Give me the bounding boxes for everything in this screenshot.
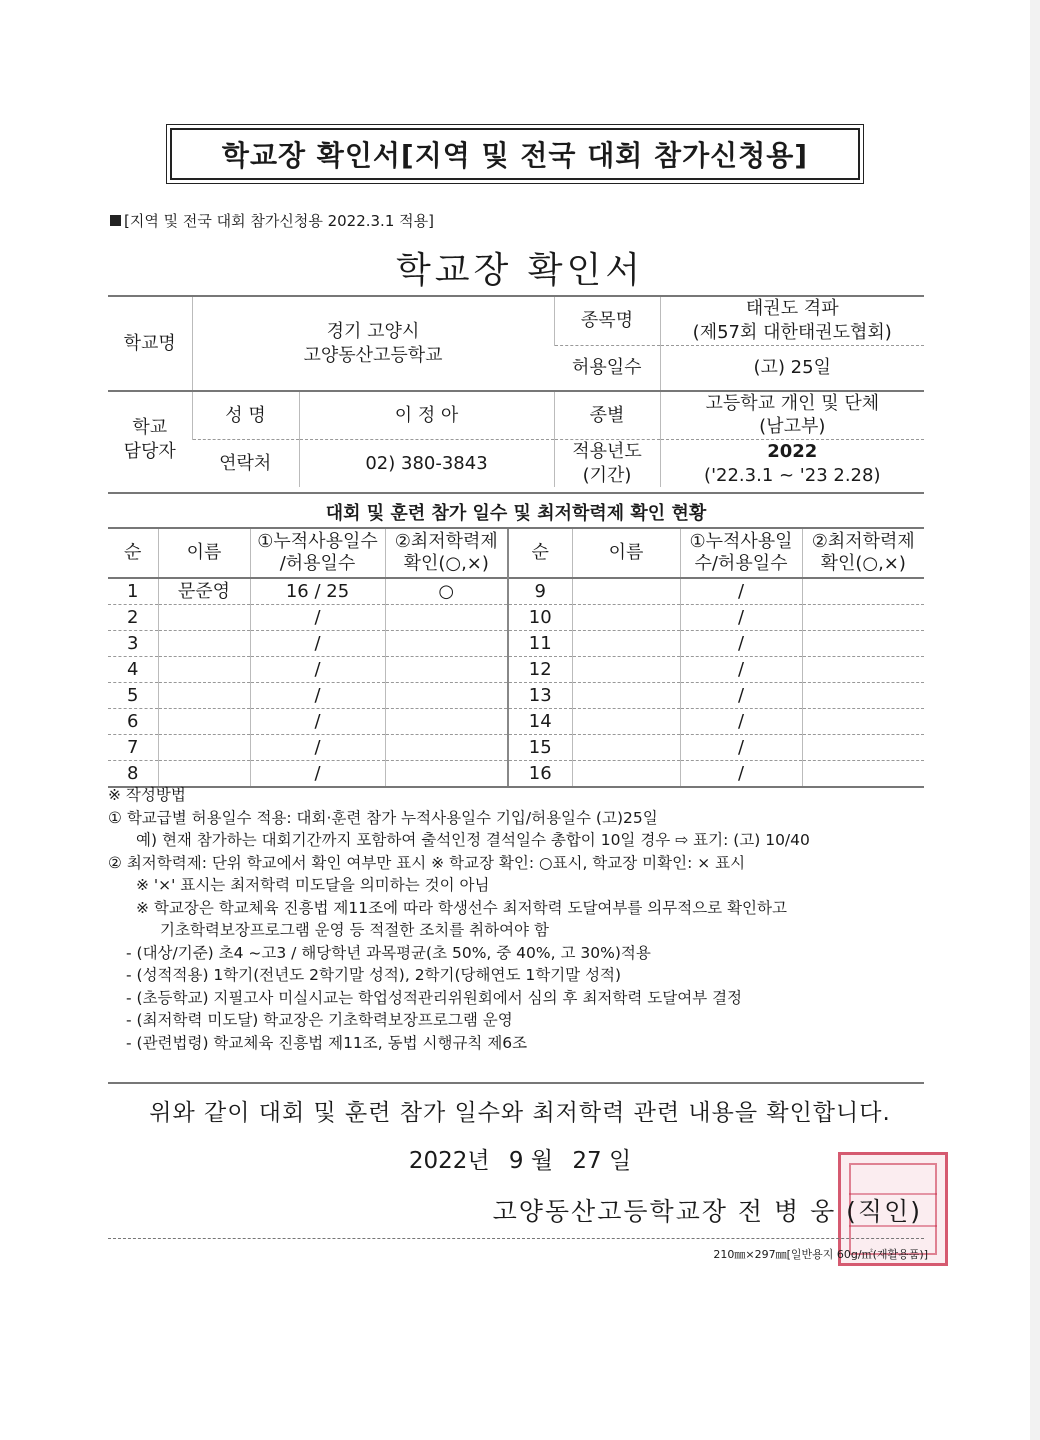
row-seq: 16 — [508, 761, 572, 788]
school-name — [192, 296, 554, 391]
row-days: / — [250, 605, 385, 631]
header-days-right-1: ①누적사용일 — [689, 530, 793, 552]
header-seq-left: 순 — [108, 528, 158, 578]
header-days-left-2: /허용일수 — [279, 553, 356, 574]
header-check-right — [802, 528, 924, 578]
footer-divider — [108, 1238, 924, 1239]
date-day: 27 일 — [572, 1148, 632, 1174]
note-allowed-days-example: 예) 현재 참가하는 대회기간까지 포함하여 출석인정 결석일수 총합이 10일 경우 ⇨ 표기: (고) 10/40 — [136, 831, 810, 849]
row-name — [572, 657, 680, 683]
manager-label-2: 담당자 — [123, 440, 176, 462]
row-seq: 13 — [508, 683, 572, 709]
table-row — [108, 735, 924, 761]
row-days: / — [680, 709, 802, 735]
row-days: / — [250, 735, 385, 761]
allowed-days-label: 허용일수 — [554, 345, 660, 391]
header-days-left — [250, 528, 385, 578]
status-header-row — [108, 528, 924, 578]
manager-name-value: 이 정 아 — [299, 391, 554, 439]
row-seq: 1 — [108, 578, 158, 605]
contact-label: 연락처 — [192, 439, 299, 487]
row-check — [385, 605, 508, 631]
detail-law: - (관련법령) 학교체육 진흥법 제11조, 동법 시행규칙 제6조 — [126, 1033, 528, 1052]
row-name: 문준영 — [158, 578, 250, 605]
row-days: / — [680, 631, 802, 657]
row-days: / — [680, 657, 802, 683]
row-days: / — [250, 709, 385, 735]
principal-signature: 고양동산고등학교장 전 병 웅 (직인) — [492, 1197, 922, 1226]
table-row — [108, 683, 924, 709]
row-check: ○ — [385, 578, 508, 605]
row-days: / — [250, 631, 385, 657]
year-number: 2022 — [767, 441, 818, 463]
manager-label — [108, 391, 192, 487]
detail-grades: - (성적적용) 1학기(전년도 2학기말 성적), 2학기(당해연도 1학기말 성적) — [126, 966, 622, 984]
row-days: / — [680, 578, 802, 605]
row-seq: 2 — [108, 605, 158, 631]
confirmation-statement: 위와 같이 대회 및 훈련 참가 일수와 최저학력 관련 내용을 확인합니다. — [149, 1100, 891, 1126]
row-days: / — [250, 657, 385, 683]
row-name — [158, 657, 250, 683]
row-check — [802, 578, 924, 605]
row-seq: 12 — [508, 657, 572, 683]
header-name-right: 이름 — [572, 528, 680, 578]
school-label: 학교명 — [108, 296, 192, 391]
event-organizer: (제57회 대한태권도협회) — [692, 321, 892, 343]
detail-elementary: - (초등학교) 지필고사 미실시교는 학업성적관리위원회에서 심의 후 최저학력 도달여부 결정 — [126, 988, 743, 1007]
row-check — [802, 735, 924, 761]
document-title-box — [170, 128, 860, 180]
row-days: / — [250, 683, 385, 709]
header-days-left-1: ①누적사용일수 — [257, 530, 378, 552]
row-name — [572, 683, 680, 709]
header-check-left-1: ②최저학력제 — [394, 530, 498, 552]
row-name — [572, 578, 680, 605]
header-name-left: 이름 — [158, 528, 250, 578]
header-check-left — [385, 528, 508, 578]
row-seq: 8 — [108, 761, 158, 788]
note-allowed-days: ① 학교급별 허용일수 적용: 대회·훈련 참가 누적사용일수 기입/허용일수 (고)25일 — [108, 808, 658, 827]
row-seq: 3 — [108, 631, 158, 657]
square-bullet-icon — [110, 215, 121, 226]
table-row — [108, 605, 924, 631]
header-days-right — [680, 528, 802, 578]
allowed-days-value: (고) 25일 — [660, 345, 924, 391]
row-check — [802, 683, 924, 709]
row-name — [572, 709, 680, 735]
row-check — [385, 735, 508, 761]
row-seq: 14 — [508, 709, 572, 735]
info-table — [108, 295, 924, 487]
header-check-left-2: 확인(○,×) — [403, 553, 489, 574]
notes-heading: ※ 작성방법 — [108, 786, 186, 804]
row-seq: 9 — [508, 578, 572, 605]
row-name — [572, 631, 680, 657]
category-value — [660, 391, 924, 439]
event-label: 종목명 — [554, 296, 660, 345]
contact-value: 02) 380-3843 — [299, 439, 554, 487]
row-check — [385, 709, 508, 735]
row-check — [802, 657, 924, 683]
row-check — [385, 657, 508, 683]
note-min-academic-c: 기초학력보장프로그램 운영 등 적절한 조치를 취하여야 함 — [160, 921, 549, 939]
row-name — [158, 605, 250, 631]
event-value — [660, 296, 924, 345]
year-period: ('22.3.1 ~ '23 2.28) — [704, 464, 881, 486]
event-name: 태권도 격파 — [745, 298, 839, 320]
note-min-academic-a: ※ '×' 표시는 최저학력 미도달을 의미하는 것이 아님 — [136, 876, 490, 894]
year-value — [660, 439, 924, 487]
row-days: / — [250, 761, 385, 788]
writing-instructions — [108, 784, 924, 1054]
year-label — [554, 439, 660, 487]
row-check — [385, 683, 508, 709]
row-check — [802, 631, 924, 657]
row-name — [572, 605, 680, 631]
date-month: 9 월 — [508, 1148, 554, 1174]
row-days: / — [680, 735, 802, 761]
main-title: 학교장 확인서 — [395, 250, 645, 291]
row-seq: 4 — [108, 657, 158, 683]
year-label-2: (기간) — [582, 464, 632, 486]
row-days: / — [680, 683, 802, 709]
divider — [108, 1082, 924, 1084]
header-check-right-1: ②최저학력제 — [811, 530, 915, 552]
row-name — [158, 683, 250, 709]
school-title: 고양동산고등학교 — [303, 344, 443, 366]
row-seq: 7 — [108, 735, 158, 761]
paper-spec: 210㎜×297㎜[일반용지 60g/㎡(재활용품)] — [713, 1248, 928, 1261]
status-title: 대회 및 훈련 참가 일수 및 최저학력제 확인 현황 — [108, 492, 924, 525]
document-title: 학교장 확인서[지역 및 전국 대회 참가신청용] — [221, 139, 809, 172]
row-name — [158, 735, 250, 761]
row-seq: 5 — [108, 683, 158, 709]
application-meta-text: [지역 및 전국 대회 참가신청용 2022.3.1 적용] — [124, 212, 434, 230]
table-row — [108, 578, 924, 605]
row-check — [385, 631, 508, 657]
row-check — [802, 605, 924, 631]
row-seq: 10 — [508, 605, 572, 631]
school-region: 경기 고양시 — [326, 321, 420, 343]
row-days: / — [680, 605, 802, 631]
table-row — [108, 657, 924, 683]
row-seq: 15 — [508, 735, 572, 761]
row-check — [802, 709, 924, 735]
manager-name-label: 성 명 — [192, 391, 299, 439]
row-seq: 6 — [108, 709, 158, 735]
note-min-academic: ② 최저학력제: 단위 학교에서 확인 여부만 표시 ※ 학교장 확인: ○표시, 학교장 미확인: × 표시 — [108, 853, 746, 872]
detail-target: - (대상/기준) 초4 ~고3 / 해당학년 과목평균(초 50%, 중 40%, 고 30%)적용 — [126, 943, 651, 962]
table-row — [108, 631, 924, 657]
row-name — [158, 631, 250, 657]
category-label: 종별 — [554, 391, 660, 439]
table-row — [108, 709, 924, 735]
header-check-right-2: 확인(○,×) — [820, 553, 906, 574]
row-name — [572, 735, 680, 761]
page-edge — [1030, 0, 1040, 1440]
note-min-academic-b: ※ 학교장은 학교체육 진흥법 제11조에 따라 학생선수 최저학력 도달여부를 의무적으로 확인하고 — [136, 898, 787, 917]
header-days-right-2: 수/허용일수 — [694, 553, 788, 574]
row-days: 16 / 25 — [250, 578, 385, 605]
year-label-1: 적용년도 — [572, 441, 642, 463]
manager-label-1: 학교 — [132, 417, 168, 439]
status-table — [108, 527, 924, 788]
row-seq: 11 — [508, 631, 572, 657]
application-meta — [110, 210, 434, 231]
category-line-2: (남고부) — [759, 416, 826, 438]
row-name — [158, 709, 250, 735]
row-days: / — [680, 761, 802, 788]
header-seq-right: 순 — [508, 528, 572, 578]
date-year: 2022년 — [408, 1148, 490, 1174]
category-line-1: 고등학교 개인 및 단체 — [705, 393, 880, 414]
detail-not-reached: - (최저학력 미도달) 학교장은 기초학력보장프로그램 운영 — [126, 1011, 513, 1029]
